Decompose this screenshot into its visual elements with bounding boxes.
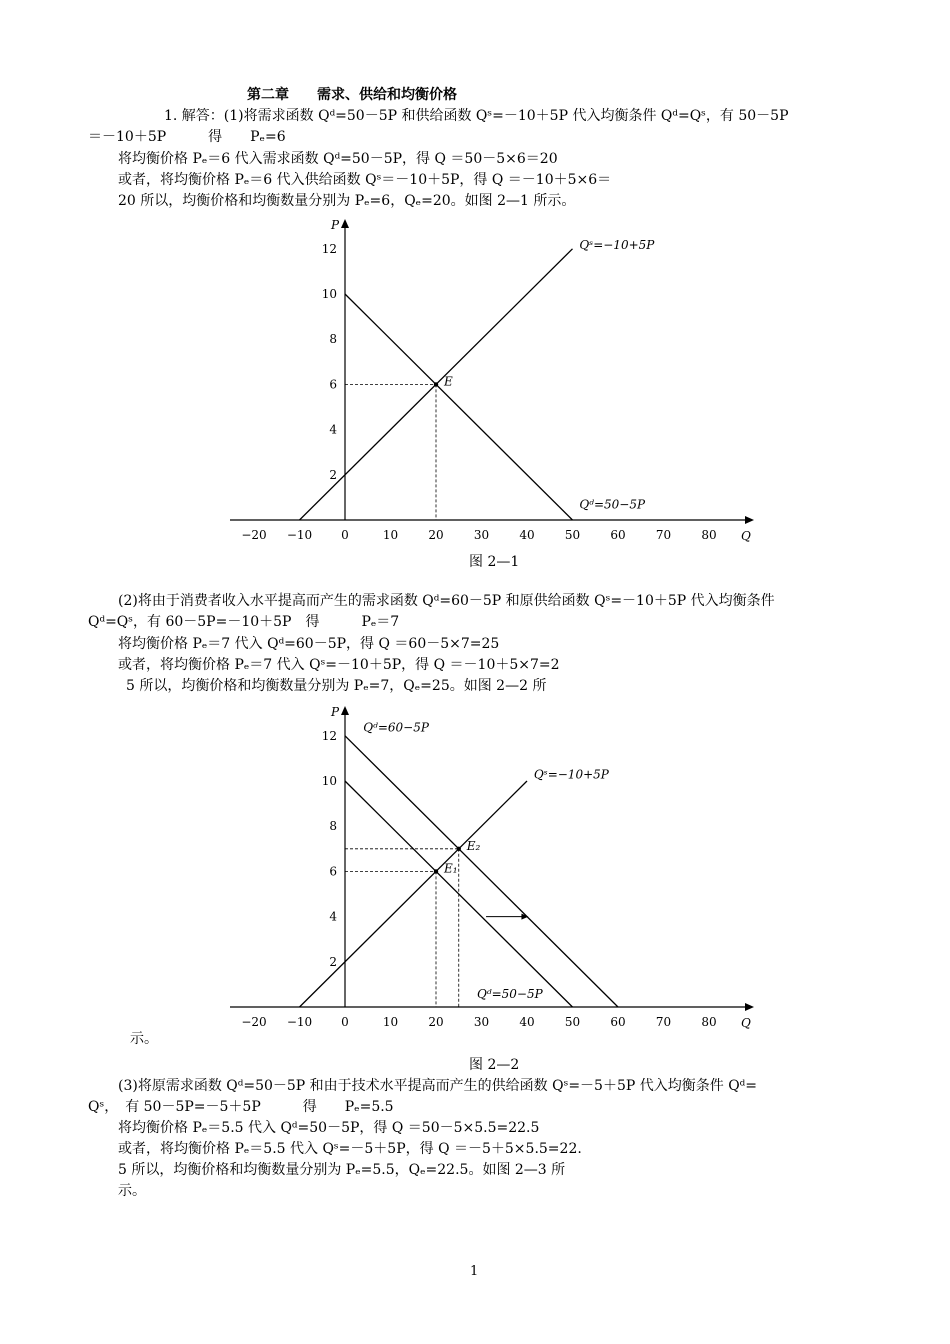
- chart-figure-2-1: [225, 215, 765, 545]
- text-line: Qˢ， 有 50－5P=－5＋5P 得 Pₑ=5.5: [88, 1099, 394, 1115]
- x-tick-label: 80: [701, 1015, 717, 1029]
- y-tick-label: 12: [321, 241, 337, 256]
- series-label: Qᵈ=50−5P: [476, 986, 543, 1001]
- series-label: Qˢ=−10+5P: [579, 237, 655, 252]
- x-tick-label: 0: [341, 1015, 349, 1029]
- text-line: 或者，将均衡价格 Pₑ＝5.5 代入 Qˢ=－5＋5P，得 Q ＝－5＋5×5.5=22.: [118, 1141, 582, 1157]
- x-tick-label: 10: [382, 1015, 399, 1029]
- x-tick-label: −20: [241, 528, 267, 542]
- x-axis-arrow: [745, 516, 754, 524]
- page-number: 1: [470, 1264, 479, 1279]
- text-line: ＝－10＋5P 得 Pₑ=6: [88, 129, 286, 145]
- equilibrium-label: E₂: [466, 838, 481, 853]
- y-axis-label: P: [331, 218, 340, 232]
- equilibrium-label: E₁: [444, 861, 458, 876]
- x-tick-label: 10: [382, 528, 399, 542]
- text-line: 1. 解答：(1)将需求函数 Qᵈ=50－5P 和供给函数 Qˢ=－10＋5P 代入均衡条件 Qᵈ=Qˢ，有 50－5P: [164, 108, 789, 124]
- x-tick-label: −20: [241, 1015, 267, 1029]
- x-tick-label: 80: [701, 528, 717, 542]
- chart-figure-2-2: [225, 702, 765, 1032]
- x-tick-label: 70: [655, 1015, 672, 1029]
- y-axis-arrow: [341, 219, 349, 228]
- equilibrium-point: [434, 382, 438, 386]
- series-label: Qᵈ=60−5P: [363, 720, 429, 735]
- page-title: 第二章 需求、供给和均衡价格: [247, 87, 457, 103]
- x-tick-label: 30: [473, 528, 490, 542]
- x-tick-label: 50: [564, 528, 581, 542]
- text-line: 示。: [118, 1183, 146, 1199]
- x-tick-label: 30: [473, 1015, 490, 1029]
- x-axis-label: Q: [741, 1016, 751, 1030]
- series-line: [345, 294, 573, 520]
- y-tick-label: 6: [329, 864, 337, 879]
- equilibrium-label: E: [444, 374, 453, 389]
- x-tick-label: 40: [519, 1015, 535, 1029]
- x-tick-label: −10: [286, 528, 313, 542]
- series-line: [300, 781, 528, 1007]
- figure-caption: 图 2—2: [469, 1057, 520, 1073]
- y-tick-label: 10: [321, 287, 337, 301]
- y-tick-label: 10: [321, 774, 337, 788]
- text-line: 或者，将均衡价格 Pₑ＝7 代入 Qˢ=－10＋5P，得 Q ＝－10＋5×7=2: [118, 657, 560, 673]
- x-tick-label: 70: [655, 528, 672, 542]
- y-axis-label: P: [331, 705, 340, 719]
- y-tick-label: 12: [321, 728, 337, 743]
- text-line: (2)将由于消费者收入水平提高而产生的需求函数 Qᵈ=60－5P 和原供给函数 Qˢ=－10＋5P 代入均衡条件: [118, 593, 775, 609]
- y-tick-label: 4: [329, 422, 337, 437]
- x-tick-label: 20: [428, 528, 444, 542]
- y-tick-label: 2: [329, 954, 337, 969]
- x-tick-label: 60: [610, 528, 626, 542]
- text-line: (3)将原需求函数 Qᵈ=50－5P 和由于技术水平提高而产生的供给函数 Qˢ=－5＋5P 代入均衡条件 Qᵈ=: [118, 1078, 757, 1094]
- y-tick-label: 2: [329, 467, 337, 482]
- y-axis-arrow: [341, 706, 349, 715]
- text-line: Qᵈ=Qˢ，有 60－5P=－10＋5P 得 Pₑ＝7: [88, 614, 400, 630]
- y-tick-label: 6: [329, 377, 337, 392]
- text-line: 或者，将均衡价格 Pₑ＝6 代入供给函数 Qˢ＝－10＋5P，得 Q ＝－10＋5×6＝: [118, 172, 612, 188]
- x-tick-label: 20: [428, 1015, 444, 1029]
- text-line: 将均衡价格 Pₑ＝6 代入需求函数 Qᵈ=50－5P，得 Q ＝50－5×6＝20: [118, 151, 558, 167]
- x-axis-label: Q: [741, 529, 751, 543]
- text-line: 5 所以，均衡价格和均衡数量分别为 Pₑ=7，Qₑ=25。如图 2—2 所: [126, 678, 547, 694]
- figure-caption: 图 2—1: [469, 554, 520, 570]
- x-tick-label: 40: [519, 528, 535, 542]
- y-tick-label: 4: [329, 909, 337, 924]
- x-tick-label: −10: [286, 1015, 313, 1029]
- text-line: 20 所以，均衡价格和均衡数量分别为 Pₑ=6，Qₑ=20。如图 2—1 所示。: [118, 193, 576, 209]
- x-axis-arrow: [745, 1003, 754, 1011]
- x-tick-label: 50: [564, 1015, 581, 1029]
- x-tick-label: 60: [610, 1015, 626, 1029]
- equilibrium-point: [457, 847, 461, 851]
- text-line: 示。: [130, 1031, 158, 1047]
- text-line: 5 所以，均衡价格和均衡数量分别为 Pₑ=5.5，Qₑ=22.5。如图 2—3 所: [118, 1162, 566, 1178]
- series-label: Qˢ=−10+5P: [533, 767, 609, 782]
- equilibrium-point: [434, 869, 438, 873]
- y-tick-label: 8: [329, 332, 337, 347]
- x-tick-label: 0: [341, 528, 349, 542]
- text-line: 将均衡价格 Pₑ＝5.5 代入 Qᵈ=50－5P，得 Q ＝50－5×5.5=22.5: [118, 1120, 540, 1136]
- text-line: 将均衡价格 Pₑ＝7 代入 Qᵈ=60－5P，得 Q ＝60－5×7=25: [118, 636, 500, 652]
- y-tick-label: 8: [329, 819, 337, 834]
- series-label: Qᵈ=50−5P: [579, 497, 646, 512]
